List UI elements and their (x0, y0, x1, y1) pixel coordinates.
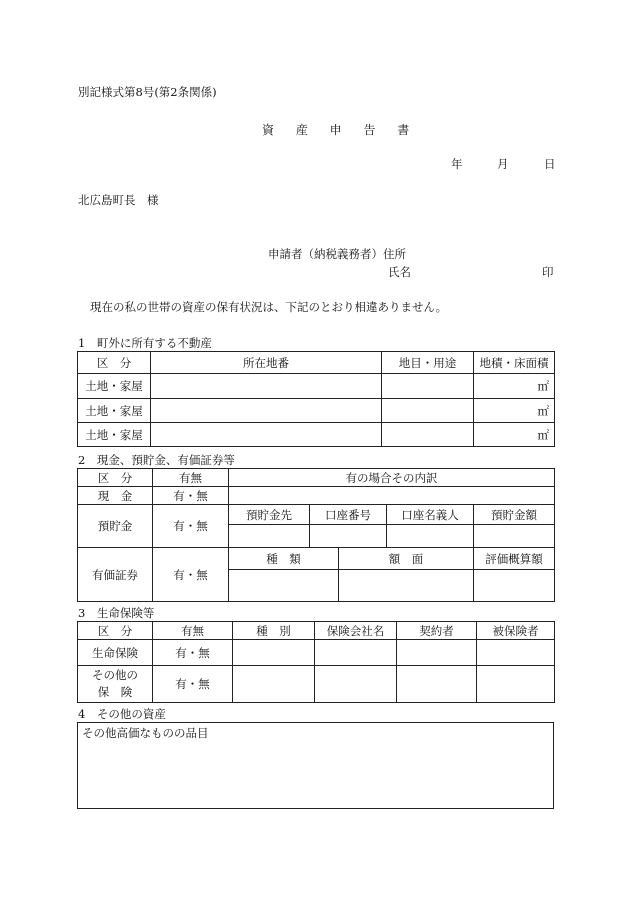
form-number: 別記様式第8号(第2条関係) (78, 85, 217, 99)
life-insurance-table (77, 621, 555, 703)
savings-col-account-holder: 口座名義人 (387, 505, 474, 525)
life-insurance-type-field[interactable] (233, 640, 315, 666)
ins-header-contractor: 契約者 (397, 622, 477, 640)
applicant-address-label: 申請者（納税義務者）住所 (268, 247, 406, 261)
re-area-field[interactable]: ㎡ (474, 423, 555, 447)
ins-header-category: 区 分 (78, 622, 153, 640)
date-year-label: 年 (451, 157, 463, 171)
securities-presence[interactable]: 有・無 (153, 548, 229, 602)
re-location-field[interactable] (151, 423, 382, 447)
life-insurance-presence[interactable]: 有・無 (153, 640, 233, 666)
life-insurance-label: 生命保険 (78, 640, 153, 666)
other-insurance-label-line1: その他の (92, 668, 138, 682)
re-location-field[interactable] (151, 399, 382, 423)
securities-col-type: 種 類 (229, 548, 339, 570)
real-estate-table (77, 351, 555, 447)
re-area-field[interactable]: ㎡ (474, 374, 555, 399)
cash-details-field[interactable] (229, 487, 555, 505)
re-header-category: 区 分 (78, 352, 151, 374)
applicant-name-label: 氏名 (388, 265, 411, 279)
securities-col-estimate: 評価概算額 (474, 548, 555, 570)
securities-col-face-value: 額 面 (339, 548, 474, 570)
ins-header-type: 種 別 (233, 622, 315, 640)
other-assets-table (77, 722, 554, 809)
seal-mark: 印 (542, 265, 554, 279)
addressee: 北広島町長 様 (78, 193, 159, 207)
other-insurance-insured-field[interactable] (477, 666, 555, 703)
date-day-label: 日 (544, 157, 556, 171)
other-insurance-presence[interactable]: 有・無 (153, 666, 233, 703)
cash-label: 現 金 (78, 487, 153, 505)
statement-text: 現在の私の世帯の資産の保有状況は、下記のとおり相違ありません。 (90, 300, 448, 314)
savings-col-amount: 預貯金額 (474, 505, 555, 525)
re-row-category: 土地・家屋 (78, 423, 151, 447)
securities-label: 有価証券 (78, 548, 153, 602)
re-header-land-use: 地目・用途 (382, 352, 474, 374)
re-header-location: 所在地番 (151, 352, 382, 374)
ins-header-presence: 有無 (153, 622, 233, 640)
re-row-category: 土地・家屋 (78, 399, 151, 423)
section3-heading: 3 生命保険等 (78, 606, 155, 620)
re-area-field[interactable]: ㎡ (474, 399, 555, 423)
ins-header-company: 保険会社名 (315, 622, 397, 640)
other-insurance-company-field[interactable] (315, 666, 397, 703)
cs-header-details: 有の場合その内訳 (229, 469, 555, 487)
securities-type-field[interactable] (229, 570, 339, 602)
life-insurance-insured-field[interactable] (477, 640, 555, 666)
section2-heading: 2 現金、預貯金、有価証券等 (78, 453, 235, 467)
securities-face-value-field[interactable] (339, 570, 474, 602)
savings-label: 預貯金 (78, 505, 153, 548)
cs-header-presence: 有無 (153, 469, 229, 487)
savings-account-number-field[interactable] (310, 525, 387, 548)
section4-heading: 4 その他の資産 (78, 707, 166, 721)
other-insurance-label-line2: 保 険 (97, 685, 133, 699)
re-header-area: 地積・床面積 (474, 352, 555, 374)
other-insurance-type-field[interactable] (233, 666, 315, 703)
re-location-field[interactable] (151, 374, 382, 399)
life-insurance-company-field[interactable] (315, 640, 397, 666)
savings-presence[interactable]: 有・無 (153, 505, 229, 548)
life-insurance-contractor-field[interactable] (397, 640, 477, 666)
cash-savings-table (77, 468, 555, 602)
re-land-use-field[interactable] (382, 423, 474, 447)
other-assets-field[interactable]: その他高価なものの品目 (78, 723, 554, 809)
securities-estimate-field[interactable] (474, 570, 555, 602)
document-title: 資 産 申 告 書 (262, 123, 419, 137)
ins-header-insured: 被保険者 (477, 622, 555, 640)
other-insurance-contractor-field[interactable] (397, 666, 477, 703)
savings-account-holder-field[interactable] (387, 525, 474, 548)
savings-col-account-number: 口座番号 (310, 505, 387, 525)
cash-presence[interactable]: 有・無 (153, 487, 229, 505)
re-land-use-field[interactable] (382, 374, 474, 399)
other-insurance-label (78, 666, 153, 703)
re-land-use-field[interactable] (382, 399, 474, 423)
cs-header-category: 区 分 (78, 469, 153, 487)
date-month-label: 月 (497, 157, 509, 171)
savings-bank-field[interactable] (229, 525, 310, 548)
section1-heading: 1 町外に所有する不動産 (78, 336, 212, 350)
re-row-category: 土地・家屋 (78, 374, 151, 399)
savings-amount-field[interactable] (474, 525, 555, 548)
savings-col-bank: 預貯金先 (229, 505, 310, 525)
